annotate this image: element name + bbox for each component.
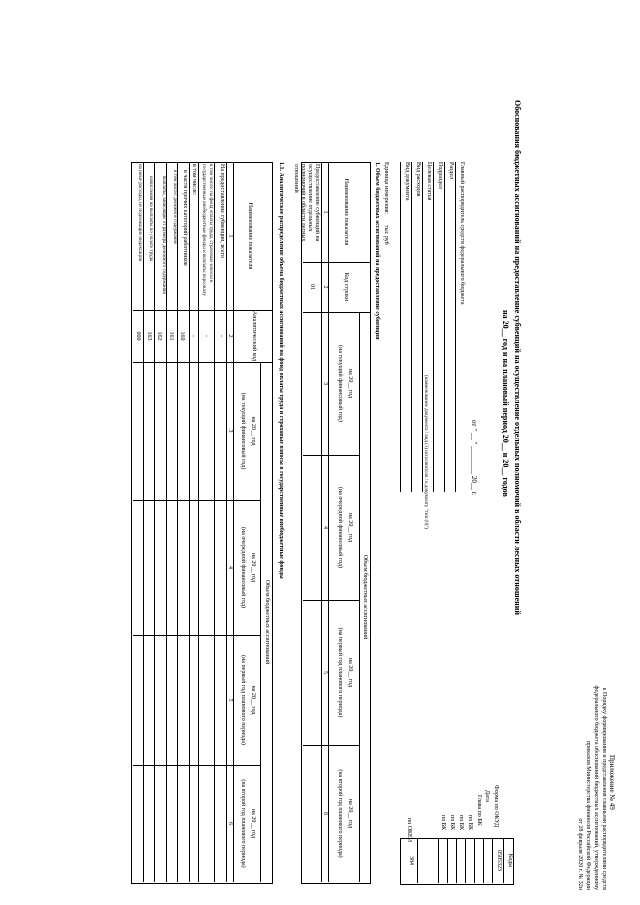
section11-row-salary-code: 161: [168, 331, 174, 341]
field-main-manager: Главный распорядитель средств федерального бюджета: [459, 162, 465, 305]
units-label: Единица измерения:: [383, 162, 389, 215]
section11-year4: на 20__ год: [250, 808, 256, 839]
section11-row-accruals-code: 163: [146, 331, 152, 341]
units-value: тыс руб: [383, 225, 389, 245]
section11-num-1: 1: [227, 234, 233, 238]
section1-num-3: 3: [322, 382, 328, 385]
section1-year1-note: (на текущий финансовый год): [337, 345, 343, 422]
appendix-line-4: от 28 февраля 2020 г. № 32н: [577, 818, 583, 890]
section11-row-other-expenses: на иные расходы, не подлежащие индексации: [137, 164, 142, 262]
section11-row-other-expenses-code: 000: [135, 331, 141, 341]
codes-form-code: 0505323: [496, 850, 502, 871]
section1-num-6: 6: [322, 812, 328, 815]
section11-row-payroll: в том числе: на фонд оплаты труда, страховые взносы в государственные внебюджетные фонды и выплаты персоналу: [201, 164, 213, 296]
section1-num-2: 2: [322, 285, 328, 289]
section1-year4: на 20__ год: [347, 798, 353, 829]
section11-year1: на 20__ год: [250, 416, 256, 446]
document-date: от " __ " ________ 20__ г.: [470, 420, 478, 496]
section11-row-payroll-code: -: [203, 335, 209, 337]
section11-num-5: 5: [227, 698, 233, 702]
section11-num-6: 6: [227, 822, 233, 825]
section1-year3-note: (на первый год планового периода): [337, 627, 343, 718]
section1-year2: на 20__ год: [347, 512, 353, 543]
section11-row-incl: в том числе:: [191, 164, 197, 196]
section11-col-name: Наименование показателя: [247, 202, 253, 270]
section1-num-4: 4: [322, 526, 328, 529]
section11-year2-note: (на очередной финансовый год): [240, 526, 246, 609]
codes-form-label: Форма по ОКУД: [493, 785, 499, 828]
section11-row-total-code: -: [218, 335, 224, 337]
field-expense-type: Вид расходов: [415, 162, 421, 197]
codes-okei-code: 384: [408, 856, 414, 865]
section11-title: 1.1. Аналитическое распределение объема бюджетных ассигнований на фонд оплаты труда и страховые взносы в государственные внебюджетные фонды: [278, 162, 284, 579]
section11-year2: на 20__ год: [250, 552, 256, 583]
section11-row-total: На предоставление субвенции, всего: [219, 164, 225, 258]
section11-num-4: 4: [227, 566, 233, 569]
codes-date-label: Дата: [484, 790, 490, 802]
section11-num-2: 2: [227, 334, 233, 338]
section11-row-salary-dependent: выплаты, зависящие от размера денежного содержания: [161, 176, 166, 294]
section11-row-incl-code: -: [190, 335, 196, 337]
section11-row-other-code: 160: [179, 331, 185, 341]
section1-col-name: Наименование показателя: [343, 178, 349, 246]
field-subsection: Подраздел: [437, 162, 443, 189]
section1-num-1: 1: [322, 210, 328, 214]
document-title-period: на 20__ год и на плановый период 20__ и 20__ годов: [501, 310, 510, 497]
section1-row-label: Предоставление субвенций на осуществление отдельных полномочий в области лесных отношений: [293, 164, 320, 242]
section1-year3: на 20__ год: [347, 657, 353, 688]
section1-year2-note: (на очередной финансовый год): [337, 486, 343, 569]
section11-group-header: Объем бюджетных ассигнований: [264, 579, 270, 665]
field-doc-type: Вид документа: [404, 162, 410, 201]
section1-col-code: Код строки: [343, 272, 349, 302]
appendix-line-3: приказом Министерства финансов Российской Федерации: [585, 740, 591, 890]
section1-row-code: 01: [309, 284, 315, 290]
section11-col-code: Аналитический код: [251, 310, 257, 362]
codes-okei-label: по ОКЕИ: [406, 818, 412, 843]
appendix-number: Приложение № 49: [608, 755, 616, 810]
section11-row-other: в части прочих категорий работников: [182, 170, 188, 266]
document-title: Обоснования бюджетных ассигнований на предоставление субвенций на осуществление отдельных полномочий в области лесных отношений: [513, 100, 522, 615]
section1-group-header: Объем бюджетных ассигнований: [362, 554, 368, 640]
section11-row-accruals: начисления на выплаты по оплате труда: [148, 176, 153, 262]
section1-year1: на 20__ год: [347, 368, 353, 399]
section1-title: 1. Объем бюджетных ассигнований на предоставление субвенции: [374, 162, 380, 340]
section11-num-3: 3: [227, 429, 233, 433]
field-target-article: Целевая статья: [426, 162, 432, 201]
appendix-line-2: федерального бюджета обоснований бюджетных ассигнований, утвержденному: [593, 685, 599, 890]
codes-item-2: по БК: [467, 815, 473, 831]
section1-year4-note: (на второй год планового периода): [337, 769, 343, 858]
codes-item-5: по БК: [440, 815, 446, 831]
field-section: Раздел: [448, 162, 454, 179]
codes-item-4: по БК: [449, 815, 455, 831]
section11-row-salary: в том числе: денежное содержание: [172, 170, 177, 245]
section11-year4-note: (на второй год планового периода): [240, 779, 246, 868]
document-date-note: (наименование документа / вид (1) исполнителя / к документу "тип (0)"): [423, 375, 428, 530]
appendix-line-1: к Порядку формирования и представления главными распорядителями средств: [601, 687, 607, 890]
section11-year1-note: (на текущий финансовый год): [240, 392, 246, 470]
section11-year3: на 20__ год: [250, 685, 256, 715]
codes-item-1: Глава по БК: [476, 795, 482, 826]
codes-item-3: по БК: [458, 815, 464, 831]
section11-year3-note: (на первый год планового периода): [240, 655, 246, 745]
section11-row-salary-dependent-code: 162: [156, 331, 162, 341]
codes-header: Коды: [507, 853, 513, 868]
section1-num-5: 5: [322, 671, 328, 674]
